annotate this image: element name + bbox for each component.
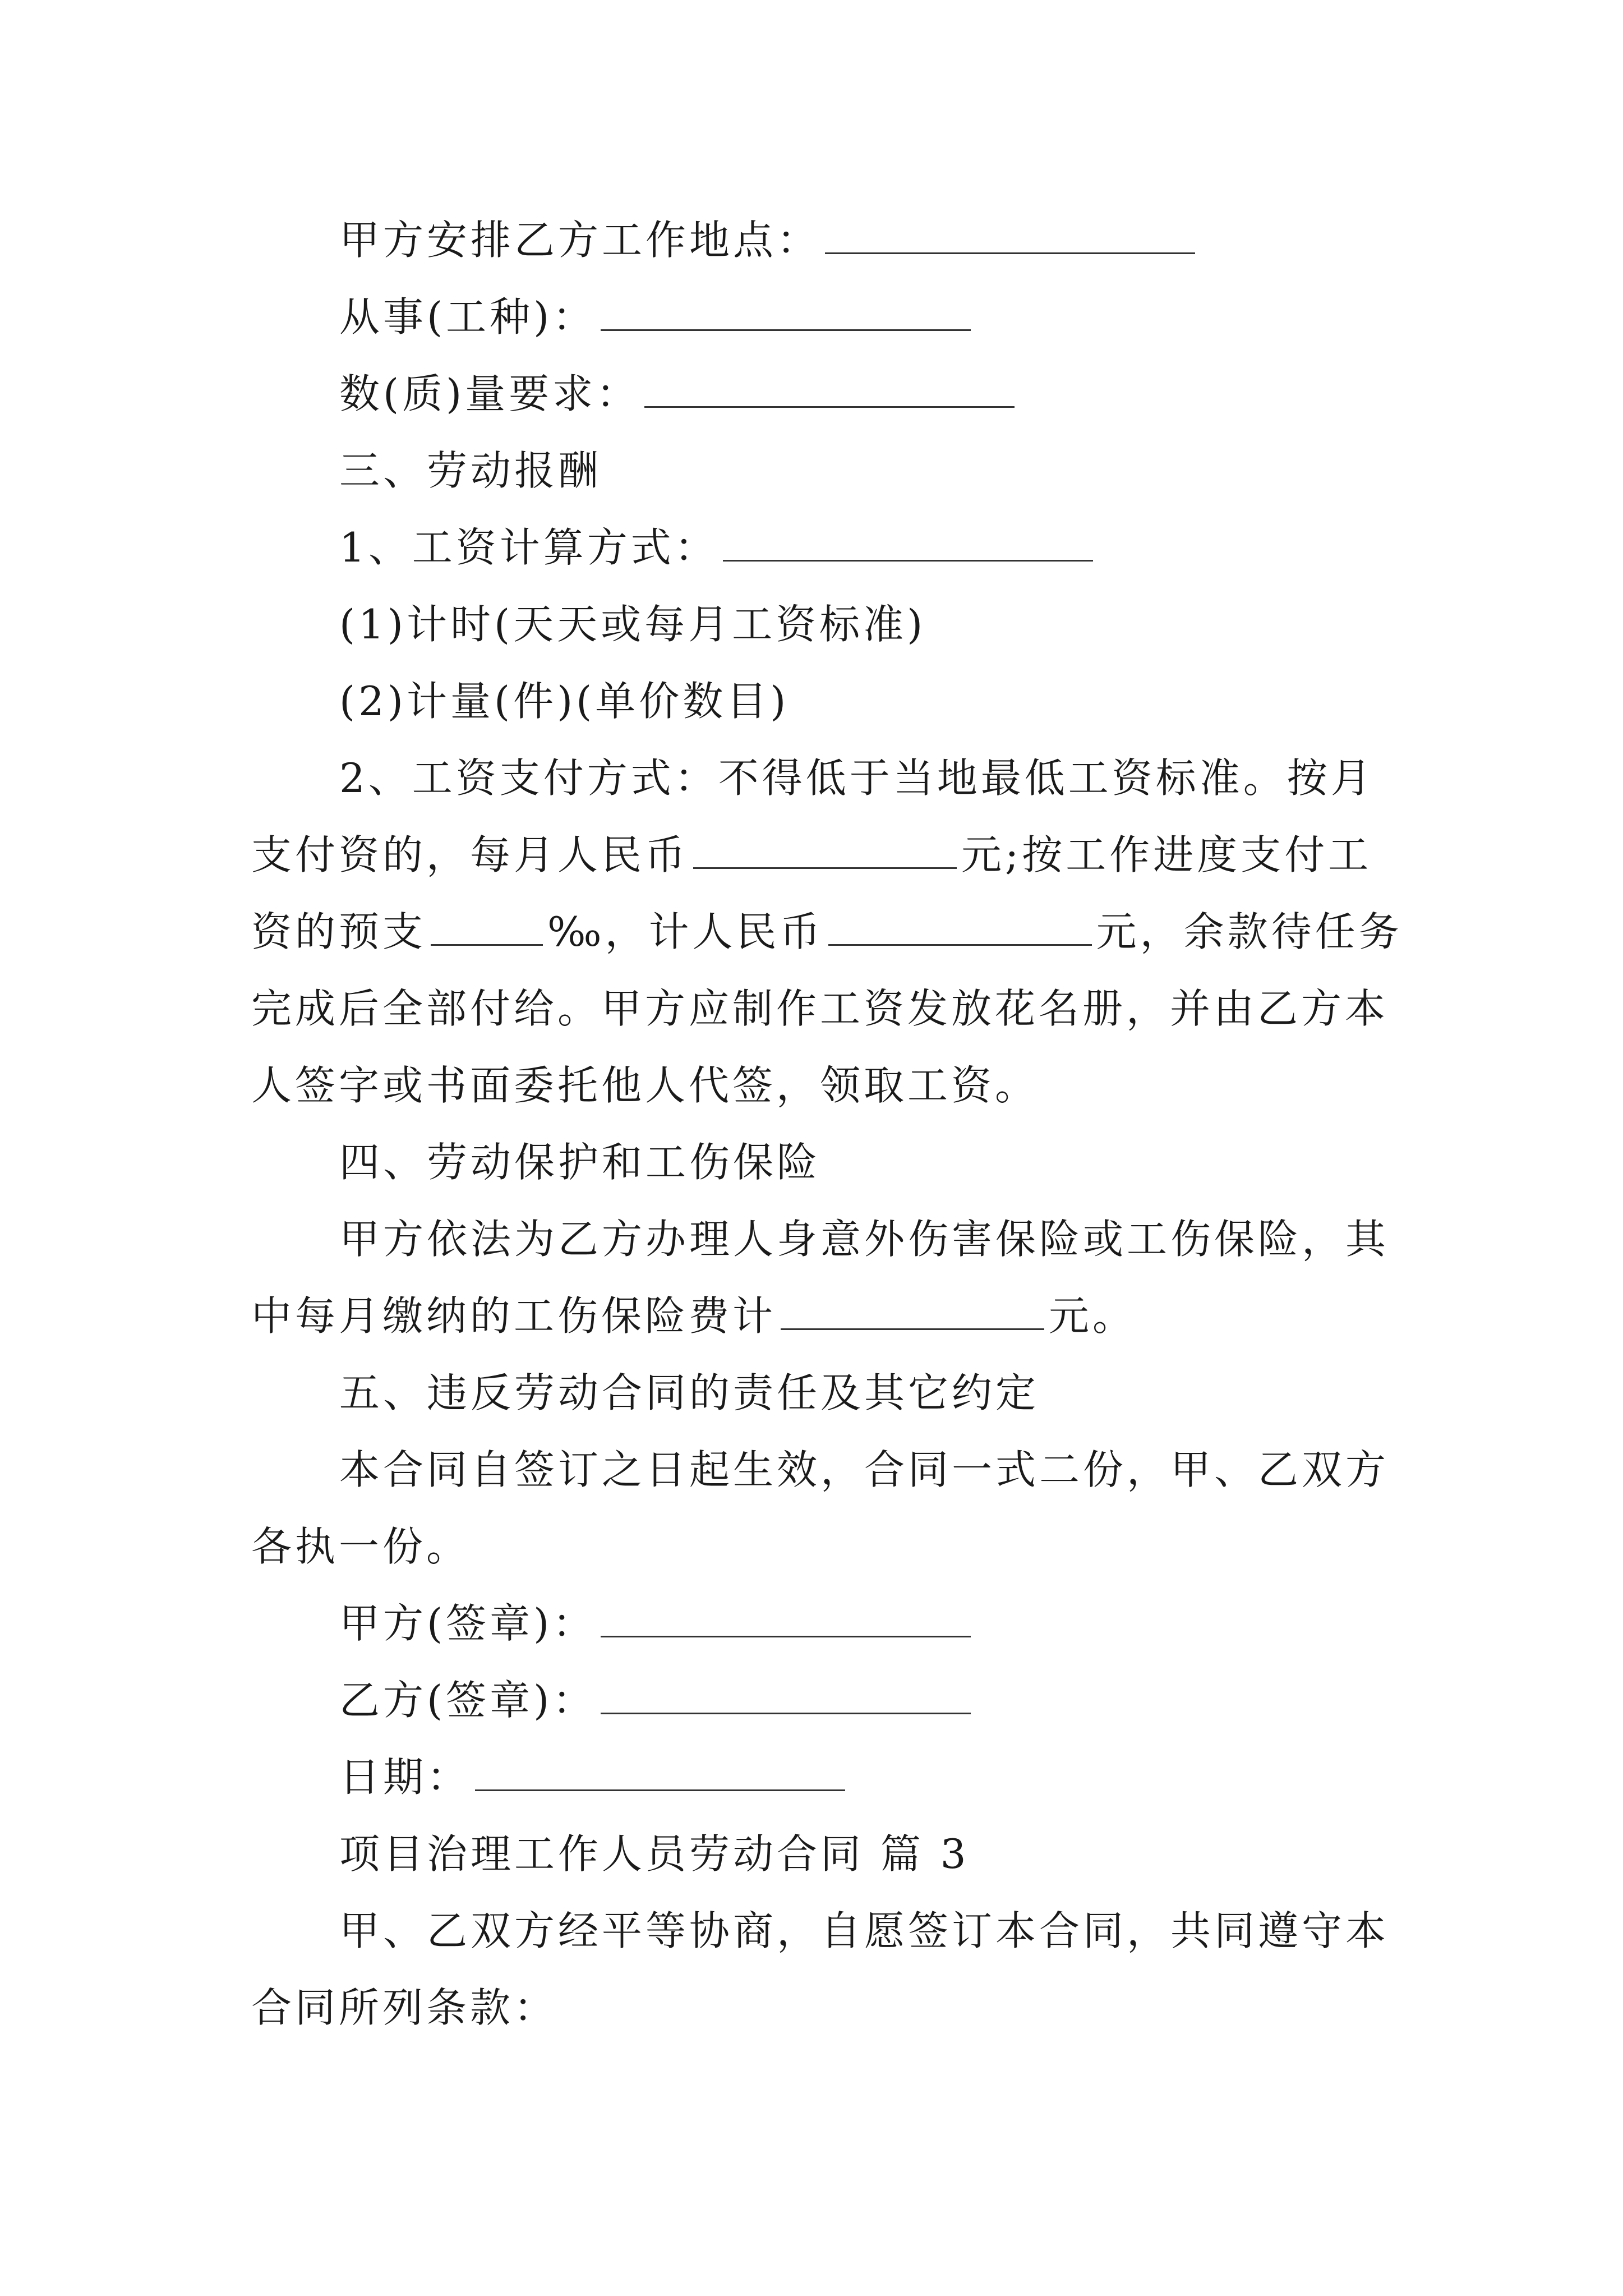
text-segment: 1、工资计算方式： xyxy=(339,524,718,571)
text-segment: 三、劳动报酬 xyxy=(339,447,602,494)
text-line xyxy=(0,817,1623,894)
text-segment: ‰，计人民币 xyxy=(547,908,824,955)
text-line xyxy=(0,1124,1623,1201)
fill-in-blank xyxy=(475,1756,845,1791)
text-segment: (1)计时(天天或每月工资标准) xyxy=(339,601,926,648)
text-line xyxy=(0,1893,1623,1970)
text-segment: 从事(工种)： xyxy=(339,293,597,341)
text-line xyxy=(0,1201,1623,1278)
text-segment: 元。 xyxy=(1049,1292,1137,1340)
text-line xyxy=(0,1432,1623,1508)
text-line xyxy=(0,894,1623,970)
text-segment: 乙方(签章)： xyxy=(339,1677,597,1724)
text-line xyxy=(0,586,1623,663)
text-segment: 甲、乙双方经平等协商，自愿签订本合同，共同遵守本 xyxy=(339,1907,1390,1954)
fill-in-blank xyxy=(601,1679,971,1714)
text-line xyxy=(0,1662,1623,1739)
text-segment: 元;按工作进度支付工 xyxy=(961,831,1372,878)
text-segment: 甲方依法为乙方办理人身意外伤害保险或工伤保险，其 xyxy=(339,1216,1390,1263)
text-line xyxy=(0,356,1623,432)
fill-in-blank xyxy=(723,526,1093,562)
text-segment: 合同所列条款： xyxy=(251,1984,558,2031)
fill-in-blank xyxy=(828,910,1092,946)
text-segment: 甲方安排乙方工作地点： xyxy=(339,217,821,264)
fill-in-blank xyxy=(825,219,1195,254)
text-segment: 项目治理工作人员劳动合同 篇 3 xyxy=(339,1830,970,1878)
fill-in-blank xyxy=(693,834,957,869)
text-line xyxy=(0,1047,1623,1124)
text-line xyxy=(0,1739,1623,1816)
text-line xyxy=(0,663,1623,740)
text-line xyxy=(0,1970,1623,2046)
text-segment: 中每月缴纳的工伤保险费计 xyxy=(251,1292,777,1340)
text-segment: 元，余款待任务 xyxy=(1096,908,1403,955)
text-segment: 甲方(签章)： xyxy=(339,1600,597,1647)
text-segment: (2)计量(件)(单价数目) xyxy=(339,678,790,725)
text-segment: 人签字或书面委托他人代签，领取工资。 xyxy=(251,1062,1039,1109)
text-line xyxy=(0,279,1623,356)
text-line xyxy=(0,970,1623,1047)
text-segment: 各执一份。 xyxy=(251,1523,471,1570)
text-segment: 完成后全部付给。甲方应制作工资发放花名册，并由乙方本 xyxy=(251,985,1389,1032)
fill-in-blank xyxy=(781,1295,1044,1330)
text-line xyxy=(0,1278,1623,1355)
text-line xyxy=(0,1355,1623,1432)
text-segment: 数(质)量要求： xyxy=(339,370,640,417)
text-line xyxy=(0,1585,1623,1662)
text-segment: 日期： xyxy=(339,1754,471,1801)
text-line xyxy=(0,1508,1623,1585)
text-line xyxy=(0,1816,1623,1893)
text-segment: 四、劳动保护和工伤保险 xyxy=(339,1139,821,1186)
fill-in-blank xyxy=(601,296,971,331)
text-segment: 五、违反劳动合同的责任及其它约定 xyxy=(339,1369,1040,1416)
fill-in-blank xyxy=(644,372,1015,408)
text-line xyxy=(0,740,1623,817)
text-line xyxy=(0,509,1623,586)
fill-in-blank xyxy=(601,1602,971,1637)
text-segment: 资的预支 xyxy=(251,908,427,955)
text-segment: 2、工资支付方式：不得低于当地最低工资标准。按月 xyxy=(339,754,1375,802)
text-line xyxy=(0,432,1623,509)
text-segment: 支付资的，每月人民币 xyxy=(251,831,689,878)
text-line xyxy=(0,202,1623,279)
text-segment: 本合同自签订之日起生效，合同一式二份，甲、乙双方 xyxy=(339,1446,1390,1493)
fill-in-blank xyxy=(431,910,543,946)
